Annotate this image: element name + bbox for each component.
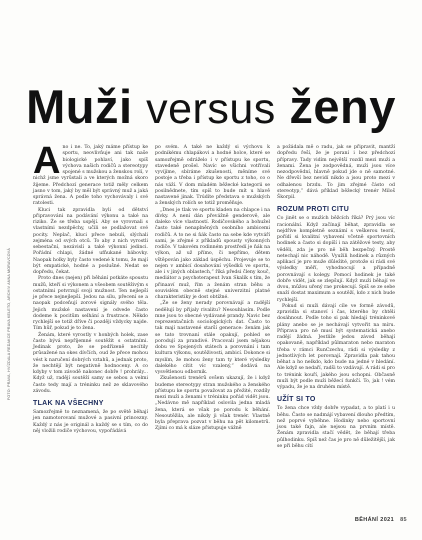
drop-cap: A <box>33 140 61 182</box>
column-3 <box>277 145 395 450</box>
paragraph <box>33 140 148 208</box>
paragraph: „Dnes je tlak ve sportu kladen na chlapce i na dívky. A není dán převážně genderově, ale daleko více vlastností. Rodičovského a bohužel často také nenaplněných osobního ambicemi rodičů. A to ne si ňák často na sebe kde vytváří sami, je zřejmé z příkladů spousty výkonných rodiče. V takovém rodinném prostředí je ňák na výkon, až už přímo, či nepřímo, dětem vštěpován jako základ úspěchu. Projevuje se to nejen v ambicí dosahování výšedků ve sportu, ale i v jiných oblastech,“ říká předsi členy kouč, mediátor a psychoterapeut Ivan Skalík s tím, že přinaaví muž, řím a ženám stran běhu a souvislém obecně stejné univerzitní platné charakteristiky je dost obtížné. <box>155 207 270 300</box>
section-heading: TLAK NA VŠECHNY <box>33 400 104 407</box>
article-title <box>0 80 422 136</box>
paragraph: po svém. A také ne každý si výchovu k podnikému chlapákovi a hodné holce, které se samozřejmě odráželo i v přístupu ke sportu, stavedeně prošel. Navíc se všichni votřívali vyvíjíme, sbíráme zkušenosti, měníme své postoje a třeba i přístup ke sportu z toho, co o nás váží. V dom mladém běžecké kategorii se posilnědnete, tím spíš to bude mít u hlavě nastavené jinak. Trúdíte představa o mužských a ženských rolích se totiž proměňuje. <box>155 145 270 207</box>
column-2 <box>155 145 270 433</box>
paragraph: Ženám, které vyrostly v honbých holek, zase často bývá nepříjemné soutěžit s ostatními. Jedinak proto, že se podřízeně necítily průsažené na okes dívčích, oud že přece mohou vést k naručení dobrých vztahů, a jednak proto, že nechtějí být negativně hodnoceny. A co kdyby v tom závodě nakonec dobře ! prohrály... Když už, radějí soutěží samy se sebou a velmi často tedy mají a tréninku než ze sklavového závodu. <box>33 332 148 394</box>
title-word-1: Muži <box>26 80 133 133</box>
column-1 <box>33 140 148 435</box>
paragraph: Pokud si muži dávají cíle ve formě závodů, zpravidla si stanoví i čas, kterého by chtěli dosáhnout. Podle toho si pak hledají tréninkové plány anebo se je nechávají vytvořit na míru. Připrava pro ně musí být systematická anebo radějí žádná. Jestliže jedou závod běhají opakovaně, například půlmaraton nebo maraton třeba v rámci RunCzechu, rádi si výsledky z jednotlivých let porovnají. Zpravidla pak tahou běhat a ho nelkdo, kdo bude na jedné v hledání. Ale když se nedaří, radši to vzdávají. A rádi si pro to trénink kouří, jakého jsou schopni. Občasně muži být podle muži běžecí funkčí. To, jak ! vém výpadu, že je na druhém místě. <box>277 303 395 390</box>
magazine-name: BĚHÁNÍ 2021 <box>354 517 395 523</box>
photo-credit: FOTO: PRAVA, HVÍZDALA REDAKCE PRAVA KELETO, ARCHIV ANNA MORAVCOVÁ <box>7 248 11 400</box>
paragraph: Co jinět se o mužích běžcích říká? Prý jsou víc racionální. Když začínají běhat, zpravidla se nejdříve kompletně seznámí s veškerou teorií, pořídí si kvalitní vybavení včetně sportovních hodinek a často si dopíší i na zátěžové testy, aby věděli, zda je pro ně běh bezpečný. Prostě netechají nic náhodě. Využili hodinek a různých aplikací je pro muže důležité, protože si rádi své výsledky měří, vyhodnocují a případně porovnávají s kolegy. Pomocí hodinek je také dobře vidět, jak se zlepšují. Když muži běhají ve dvou, můžou uřený rae prokecují. Spíš se ze sebe snaží dostat maximum a soutěží, kdo z nich bude rychlejší. <box>277 216 395 303</box>
paragraph: Zkušenosti trenérů ovšem ukazují, že i když budeme stereotypy stran mužského a ženského přístupu ke sportu považovat za přežité, rozdíly mezi muži a ženami v tréninku pořád vidět jsou. „Nedávno mě například oslovila jedna mladá žena, která se však po porodu k běhání. Nesoutěžila, ale nikdy ji však trenér. Vlastně byla přeprava pozvat v běhu na pět kilometrů. Zjími co má k sláze přistupuje vážně <box>155 376 270 432</box>
title-word-2: versus <box>146 85 276 133</box>
paragraph: Samozřejmě to neznamená, že po světě běhají jen namotorovaní mužové a pasivní princezny. Každý z nás je originál a každý se s tím, co do něj vložili rodiče výchovou, vypořádává <box>33 410 148 434</box>
section-heading: UŽÍT SI TO <box>277 396 316 404</box>
title-word-3: ženy <box>289 80 396 133</box>
paragraph: Proto dnes (nejen) při běhání potkáte spoustu mužů, kteří si výkonem a všeobem soutěživým s ostatními potvrzují svoji mužnost. Ten nejlepší je přece nejnejlepší. Jedou na sílu, přecení se a naopak podceňují zorové signály svého těla. Jejich mužské nastavení je odvede často dodeme k pocitům selhání a frustrace. Někdo rychlejší se totiž dříve či později vždycky najde. Tím hůř, pokud je to žena. <box>33 276 148 332</box>
paragraph: „Že se ženy nerady porovnávají a radější nedělují by přijaly rivalitu? Nesouhlasím. Podle mne jsou to obecné vydávané prandy. Navic bez reprezentačních sociologických dat. Často to tak mají nastavené starší generace: ženám jak se tato trovnaní stále opakují, pohled se porodují za prandivé. Pracovali jsem nějakou dobu ve Spojených státech a porovnání i tam kultura výkonu, soutěživosti, ambicí. Dokonce si myslím, že mohou ženy tam ty které výsledky dalekého cítit víc vzalený,“ dodává na vysvětlenou odbornik. <box>155 301 270 375</box>
paragraph: To žena chce vždy dobře vypadat, a to platí i u běhu. Často se nadmájí vybavení dlouho předtím, než poprvé vyběhne. Hodinky nebo sportovní jsou také fajn, ale nejsou na prvním místě. Ženám zpravidla stačí vědět, že běhají třeba půlhodinku. Spíš než čas je pro ně důležitější, jak se při běhu cítí <box>277 406 395 449</box>
page-number: 85 <box>400 517 407 523</box>
page-footer <box>355 517 407 523</box>
paragraph: a požádala mě o radu, jak se připravit, mantží dopředu řeší, že je poraní i bez předchozí přípravy. Tady vidím největší rozdíl mezi muži a ženami. Žena je zodpovědná, muži jsou více nezodpovědní, hlavně pokud jde o ně samotné. Ne dřevší bez nevidí nikdo a jsou proto mezi v odhalenou brzdu. To jim zřejmé částo od stereotyp,“ dává příklad běžecký trenér Miloš Škorpil. <box>277 145 395 200</box>
section-heading: ROZUM PROTI CITU <box>277 206 350 214</box>
paragraph-text: no i ne. To, jaký máme přístup ke sportu, neovlivňuje ani tak naše biologické pohlaví, jako spíš výchova našich rodičů a stereotypy spojené s mužskou a ženskou rolí, v nichž jsme vyrůstali a ve kterých možná skoro žijeme. Předchozí generace totiž měly celkem jasno v tom, jaký by měl být správný muž a jaká správná žena. A podle toho vychovávaly i své ratolesti. <box>33 145 148 207</box>
paragraph: Kluci tak zpravidla byli od dětství připravováni na podávání výkonu a také na riziko. Že se třeba uspějí. Aby se vyrovnali s vlastními nezdpěchy, učili se podlažovat své pocity. Neplač, kluci přece nebulí, slýchali zejména od svých otců. To aby z nich vyrostli sebestační, nezávislí a také výkonní jedinci. Pořádní chlapi, žádné ufňukané bábovky. Naopak holky byly často vedené k tomu, že mají být empatické, hodné a poslušné. Nedat se dopředu, čekat. <box>33 207 148 275</box>
